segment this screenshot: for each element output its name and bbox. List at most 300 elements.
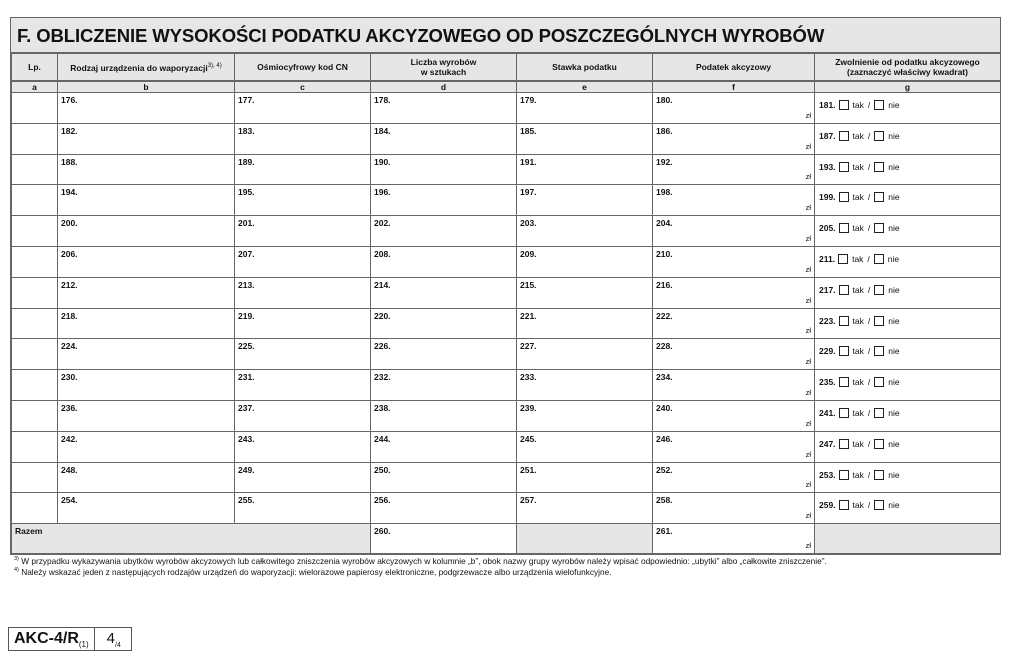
currency-label: zł [805, 141, 811, 151]
checkbox-yes[interactable] [839, 223, 849, 233]
separator: / [867, 284, 871, 295]
device-type-field[interactable] [58, 370, 235, 401]
checkbox-yes[interactable] [839, 346, 849, 356]
currency-label: zł [805, 233, 811, 243]
field-number: 207. [238, 248, 255, 259]
checkbox-yes[interactable] [839, 500, 849, 510]
field-number: 201. [238, 218, 255, 229]
tax-rate-field[interactable] [517, 123, 653, 154]
no-label: nie [888, 407, 900, 418]
cn-code-field[interactable] [235, 462, 371, 493]
checkbox-yes[interactable] [839, 285, 849, 295]
field-number: 191. [520, 156, 537, 167]
checkbox-yes[interactable] [839, 408, 849, 418]
currency-label: zł [805, 387, 811, 397]
yes-label: tak [852, 377, 864, 388]
header-quantity-line2: w sztukach [420, 67, 467, 77]
cn-code-field[interactable] [235, 93, 371, 124]
table-row [12, 93, 1001, 124]
lp-cell[interactable] [12, 400, 58, 431]
yes-label: tak [852, 315, 864, 326]
no-label: nie [888, 377, 900, 388]
cn-code-field[interactable] [235, 339, 371, 370]
currency-label: zł [805, 480, 811, 490]
field-number: 261. [656, 526, 673, 537]
table-row [12, 431, 1001, 462]
field-number: 202. [374, 218, 391, 229]
field-number: 224. [61, 341, 78, 352]
field-number: 217. [819, 284, 836, 295]
field-number: 236. [61, 402, 78, 413]
field-number: 258. [656, 495, 673, 506]
total-quantity-field[interactable] [371, 524, 517, 554]
field-number: 180. [656, 95, 673, 105]
field-number: 182. [61, 125, 78, 136]
field-number: 208. [374, 248, 391, 259]
yes-label: tak [852, 223, 864, 234]
device-type-field[interactable] [58, 216, 235, 247]
column-letters-row [12, 81, 1001, 93]
exemption-field [815, 216, 1001, 247]
checkbox-no[interactable] [874, 223, 884, 233]
column-letter: c [235, 81, 371, 93]
device-type-field[interactable] [58, 308, 235, 339]
checkbox-yes[interactable] [838, 254, 848, 264]
device-type-field[interactable] [58, 277, 235, 308]
field-number: 176. [61, 95, 78, 105]
exemption-field [815, 462, 1001, 493]
field-number: 221. [520, 310, 537, 321]
no-label: nie [888, 130, 900, 141]
yes-label: tak [852, 253, 864, 264]
section-f [10, 17, 1001, 555]
field-number: 257. [520, 495, 537, 506]
excise-tax-field[interactable] [653, 277, 815, 308]
form-version: (1) [78, 640, 89, 650]
field-number: 206. [61, 248, 78, 259]
footnote-mark: 3) [14, 556, 19, 563]
table-row [12, 339, 1001, 370]
field-number: 186. [656, 125, 673, 136]
field-number: 215. [520, 279, 537, 290]
field-number: 247. [819, 438, 836, 449]
device-type-field[interactable] [58, 400, 235, 431]
currency-label: zł [805, 449, 811, 459]
table-row [12, 246, 1001, 277]
cn-code-field[interactable] [235, 277, 371, 308]
checkbox-yes[interactable] [839, 192, 849, 202]
checkbox-no[interactable] [874, 192, 884, 202]
field-number: 246. [656, 433, 673, 444]
field-number: 223. [819, 315, 836, 326]
cn-code-field[interactable] [235, 308, 371, 339]
exemption-field [815, 185, 1001, 216]
column-letter: g [815, 81, 1001, 93]
exemption-field [815, 431, 1001, 462]
field-number: 185. [520, 125, 537, 136]
column-letter: f [653, 81, 815, 93]
field-number: 231. [238, 372, 255, 383]
device-type-field[interactable] [58, 431, 235, 462]
field-number: 177. [238, 95, 255, 105]
currency-label: zł [805, 418, 811, 428]
checkbox-no[interactable] [874, 408, 884, 418]
column-letter: e [517, 81, 653, 93]
yes-label: tak [852, 161, 864, 172]
exemption-field [815, 339, 1001, 370]
lp-cell[interactable] [12, 123, 58, 154]
footnote-ref: 3), 4) [207, 63, 222, 70]
column-letter: d [371, 81, 517, 93]
header-device-type [58, 54, 235, 82]
field-number: 256. [374, 495, 391, 506]
checkbox-yes[interactable] [839, 377, 849, 387]
field-number: 229. [819, 346, 836, 357]
yes-label: tak [852, 407, 864, 418]
tax-rate-field[interactable] [517, 370, 653, 401]
field-number: 183. [238, 125, 255, 136]
checkbox-yes[interactable] [839, 100, 849, 110]
field-number: 190. [374, 156, 391, 167]
device-type-field[interactable] [58, 493, 235, 524]
separator: / [867, 253, 870, 264]
field-number: 192. [656, 156, 673, 167]
lp-cell[interactable] [12, 154, 58, 185]
field-number: 211. [819, 253, 836, 264]
tax-rate-field[interactable] [517, 308, 653, 339]
field-number: 230. [61, 372, 78, 383]
separator: / [867, 161, 871, 172]
tax-rate-field[interactable] [517, 216, 653, 247]
excise-tax-field[interactable] [653, 246, 815, 277]
lp-cell[interactable] [12, 462, 58, 493]
field-number: 238. [374, 402, 391, 413]
field-number: 241. [819, 407, 836, 418]
quantity-field[interactable] [371, 308, 517, 339]
field-number: 226. [374, 341, 391, 352]
field-number: 240. [656, 402, 673, 413]
exemption-field [815, 493, 1001, 524]
lp-cell[interactable] [12, 493, 58, 524]
header-row [12, 54, 1001, 82]
lp-cell[interactable] [12, 93, 58, 124]
tax-rate-field[interactable] [517, 277, 653, 308]
field-number: 252. [656, 464, 673, 475]
quantity-field[interactable] [371, 339, 517, 370]
checkbox-yes[interactable] [839, 131, 849, 141]
no-label: nie [888, 438, 900, 449]
header-quantity-line1: Liczba wyrobów [410, 57, 477, 67]
currency-label: zł [805, 172, 811, 182]
device-type-field[interactable] [58, 462, 235, 493]
currency-label: zł [805, 203, 811, 213]
lp-cell[interactable] [12, 370, 58, 401]
no-label: nie [888, 469, 900, 480]
quantity-field[interactable] [371, 277, 517, 308]
currency-label: zł [805, 295, 811, 305]
no-label: nie [888, 346, 900, 357]
quantity-field[interactable] [371, 370, 517, 401]
no-label: nie [888, 161, 900, 172]
tax-rate-field[interactable] [517, 185, 653, 216]
table-row [12, 400, 1001, 431]
lp-cell[interactable] [12, 246, 58, 277]
field-number: 209. [520, 248, 537, 259]
field-number: 245. [520, 433, 537, 444]
header-lp: Lp. [12, 54, 58, 82]
quantity-field[interactable] [371, 154, 517, 185]
field-number: 225. [238, 341, 255, 352]
field-number: 199. [819, 192, 836, 203]
excise-tax-field[interactable] [653, 431, 815, 462]
table-row [12, 277, 1001, 308]
footnote-text: W przypadku wykazywania ubytków wyrobów akcyzowych lub całkowitego zniszczenia wyrobów akcyzowych w kolumnie „b”, obok nazwy grupy wyrobów należy wpisać odpowiednio: „ubytki” albo „całkowite zniszczenie”. [21, 556, 827, 566]
checkbox-no[interactable] [874, 346, 884, 356]
lp-cell[interactable] [12, 185, 58, 216]
header-exemption-line1: Zwolnienie od podatku akcyzowego [835, 57, 980, 67]
checkbox-no[interactable] [874, 162, 884, 172]
currency-label: zł [805, 110, 811, 120]
field-number: 200. [61, 218, 78, 229]
field-number: 184. [374, 125, 391, 136]
table-row [12, 154, 1001, 185]
exemption-field [815, 277, 1001, 308]
form-code [9, 628, 95, 650]
table-row [12, 370, 1001, 401]
quantity-field[interactable] [371, 462, 517, 493]
no-label: nie [888, 284, 900, 295]
field-number: 228. [656, 341, 673, 352]
header-excise-tax: Podatek akcyzowy [653, 54, 815, 82]
separator: / [867, 192, 871, 203]
currency-label: zł [805, 264, 811, 274]
cn-code-field[interactable] [235, 246, 371, 277]
excise-tax-field[interactable] [653, 308, 815, 339]
quantity-field[interactable] [371, 431, 517, 462]
total-empty-cell [517, 524, 653, 554]
excise-tax-field[interactable] [653, 370, 815, 401]
exemption-field [815, 123, 1001, 154]
checkbox-no[interactable] [874, 500, 884, 510]
total-label-cell [12, 524, 371, 554]
field-number: 197. [520, 187, 537, 198]
header-device-type-label: Rodzaj urządzenia do waporyzacji [70, 62, 208, 73]
table-row [12, 462, 1001, 493]
tax-rate-field[interactable] [517, 154, 653, 185]
checkbox-no[interactable] [874, 131, 884, 141]
device-type-field[interactable] [58, 154, 235, 185]
tax-rate-field[interactable] [517, 400, 653, 431]
field-number: 210. [656, 248, 673, 259]
checkbox-no[interactable] [874, 377, 884, 387]
field-number: 248. [61, 464, 78, 475]
excise-tax-field[interactable] [653, 339, 815, 370]
device-type-field[interactable] [58, 93, 235, 124]
field-number: 250. [374, 464, 391, 475]
field-number: 243. [238, 433, 255, 444]
field-number: 235. [819, 377, 836, 388]
column-letter: b [58, 81, 235, 93]
separator: / [867, 130, 871, 141]
checkbox-no[interactable] [874, 439, 884, 449]
lp-cell[interactable] [12, 339, 58, 370]
field-number: 181. [819, 100, 836, 110]
device-type-field[interactable] [58, 339, 235, 370]
field-number: 233. [520, 372, 537, 383]
table-row [12, 493, 1001, 524]
field-number: 213. [238, 279, 255, 290]
yes-label: tak [852, 438, 864, 449]
device-type-field[interactable] [58, 185, 235, 216]
field-number: 259. [819, 500, 836, 511]
exemption-field [815, 370, 1001, 401]
column-letter: a [12, 81, 58, 93]
separator: / [867, 315, 871, 326]
field-number: 232. [374, 372, 391, 383]
total-label: Razem [15, 526, 43, 537]
section-title: F. OBLICZENIE WYSOKOŚCI PODATKU AKCYZOWEGO OD POSZCZEGÓLNYCH WYROBÓW [11, 18, 1000, 53]
exemption-field [815, 400, 1001, 431]
cn-code-field[interactable] [235, 370, 371, 401]
field-number: 244. [374, 433, 391, 444]
excise-tax-field[interactable] [653, 154, 815, 185]
separator: / [867, 500, 871, 511]
checkbox-yes[interactable] [839, 470, 849, 480]
excise-tax-field[interactable] [653, 493, 815, 524]
quantity-field[interactable] [371, 400, 517, 431]
field-number: 212. [61, 279, 78, 290]
excise-tax-field[interactable] [653, 93, 815, 124]
field-number: 251. [520, 464, 537, 475]
exemption-field [815, 154, 1001, 185]
device-type-field[interactable] [58, 123, 235, 154]
tax-rate-field[interactable] [517, 339, 653, 370]
field-number: 196. [374, 187, 391, 198]
field-number: 203. [520, 218, 537, 229]
checkbox-yes[interactable] [839, 439, 849, 449]
header-exemption [815, 54, 1001, 82]
footnote-3 [14, 556, 827, 566]
excise-tax-field[interactable] [653, 400, 815, 431]
field-number: 204. [656, 218, 673, 229]
no-label: nie [888, 100, 900, 110]
field-number: 216. [656, 279, 673, 290]
field-number: 253. [819, 469, 836, 480]
quantity-field[interactable] [371, 185, 517, 216]
no-label: nie [888, 192, 900, 203]
field-number: 242. [61, 433, 78, 444]
checkbox-no[interactable] [874, 100, 884, 110]
checkbox-no[interactable] [874, 470, 884, 480]
total-row [12, 524, 1001, 554]
currency-label: zł [805, 326, 811, 336]
yes-label: tak [852, 100, 864, 110]
cn-code-field[interactable] [235, 400, 371, 431]
yes-label: tak [852, 346, 864, 357]
checkbox-no[interactable] [874, 254, 884, 264]
currency-label: zł [805, 511, 811, 521]
excise-tax-field[interactable] [653, 123, 815, 154]
header-exemption-line2: (zaznaczyć właściwy kwadrat) [847, 67, 968, 77]
total-empty-cell [815, 524, 1001, 554]
yes-label: tak [852, 192, 864, 203]
no-label: nie [888, 223, 900, 234]
cn-code-field[interactable] [235, 185, 371, 216]
field-number: 198. [656, 187, 673, 198]
checkbox-no[interactable] [874, 316, 884, 326]
cn-code-field[interactable] [235, 431, 371, 462]
table-row [12, 123, 1001, 154]
lp-cell[interactable] [12, 431, 58, 462]
checkbox-no[interactable] [874, 285, 884, 295]
footnote-mark: 4) [14, 567, 19, 574]
separator: / [867, 346, 871, 357]
tax-rate-field[interactable] [517, 431, 653, 462]
field-number: 179. [520, 95, 537, 105]
field-number: 237. [238, 402, 255, 413]
field-number: 193. [819, 161, 836, 172]
quantity-field[interactable] [371, 246, 517, 277]
tax-rate-field[interactable] [517, 93, 653, 124]
checkbox-yes[interactable] [839, 162, 849, 172]
quantity-field[interactable] [371, 123, 517, 154]
yes-label: tak [852, 500, 864, 511]
excise-tax-field[interactable] [653, 462, 815, 493]
form-code-label: AKC-4/R [14, 630, 79, 647]
cn-code-field[interactable] [235, 154, 371, 185]
tax-rate-field[interactable] [517, 493, 653, 524]
field-number: 255. [238, 495, 255, 506]
no-label: nie [888, 315, 900, 326]
separator: / [867, 438, 871, 449]
lp-cell[interactable] [12, 277, 58, 308]
separator: / [867, 407, 871, 418]
page-indicator [95, 628, 131, 650]
quantity-field[interactable] [371, 93, 517, 124]
currency-label: zł [805, 357, 811, 367]
tax-rate-field[interactable] [517, 462, 653, 493]
field-number: 205. [819, 223, 836, 234]
field-number: 260. [374, 526, 391, 537]
quantity-field[interactable] [371, 493, 517, 524]
field-number: 218. [61, 310, 78, 321]
lp-cell[interactable] [12, 216, 58, 247]
exemption-field [815, 308, 1001, 339]
separator: / [867, 469, 871, 480]
yes-label: tak [852, 130, 864, 141]
checkbox-yes[interactable] [839, 316, 849, 326]
cn-code-field[interactable] [235, 216, 371, 247]
table-row [12, 185, 1001, 216]
device-type-field[interactable] [58, 246, 235, 277]
excise-tax-field[interactable] [653, 185, 815, 216]
exemption-field [815, 246, 1001, 277]
lp-cell[interactable] [12, 308, 58, 339]
field-number: 195. [238, 187, 255, 198]
total-tax-field[interactable] [653, 524, 815, 554]
cn-code-field[interactable] [235, 493, 371, 524]
tax-rate-field[interactable] [517, 246, 653, 277]
header-quantity [371, 54, 517, 82]
field-number: 227. [520, 341, 537, 352]
field-number: 214. [374, 279, 391, 290]
field-number: 254. [61, 495, 78, 506]
separator: / [867, 100, 871, 110]
quantity-field[interactable] [371, 216, 517, 247]
cn-code-field[interactable] [235, 123, 371, 154]
excise-tax-field[interactable] [653, 216, 815, 247]
field-number: 219. [238, 310, 255, 321]
